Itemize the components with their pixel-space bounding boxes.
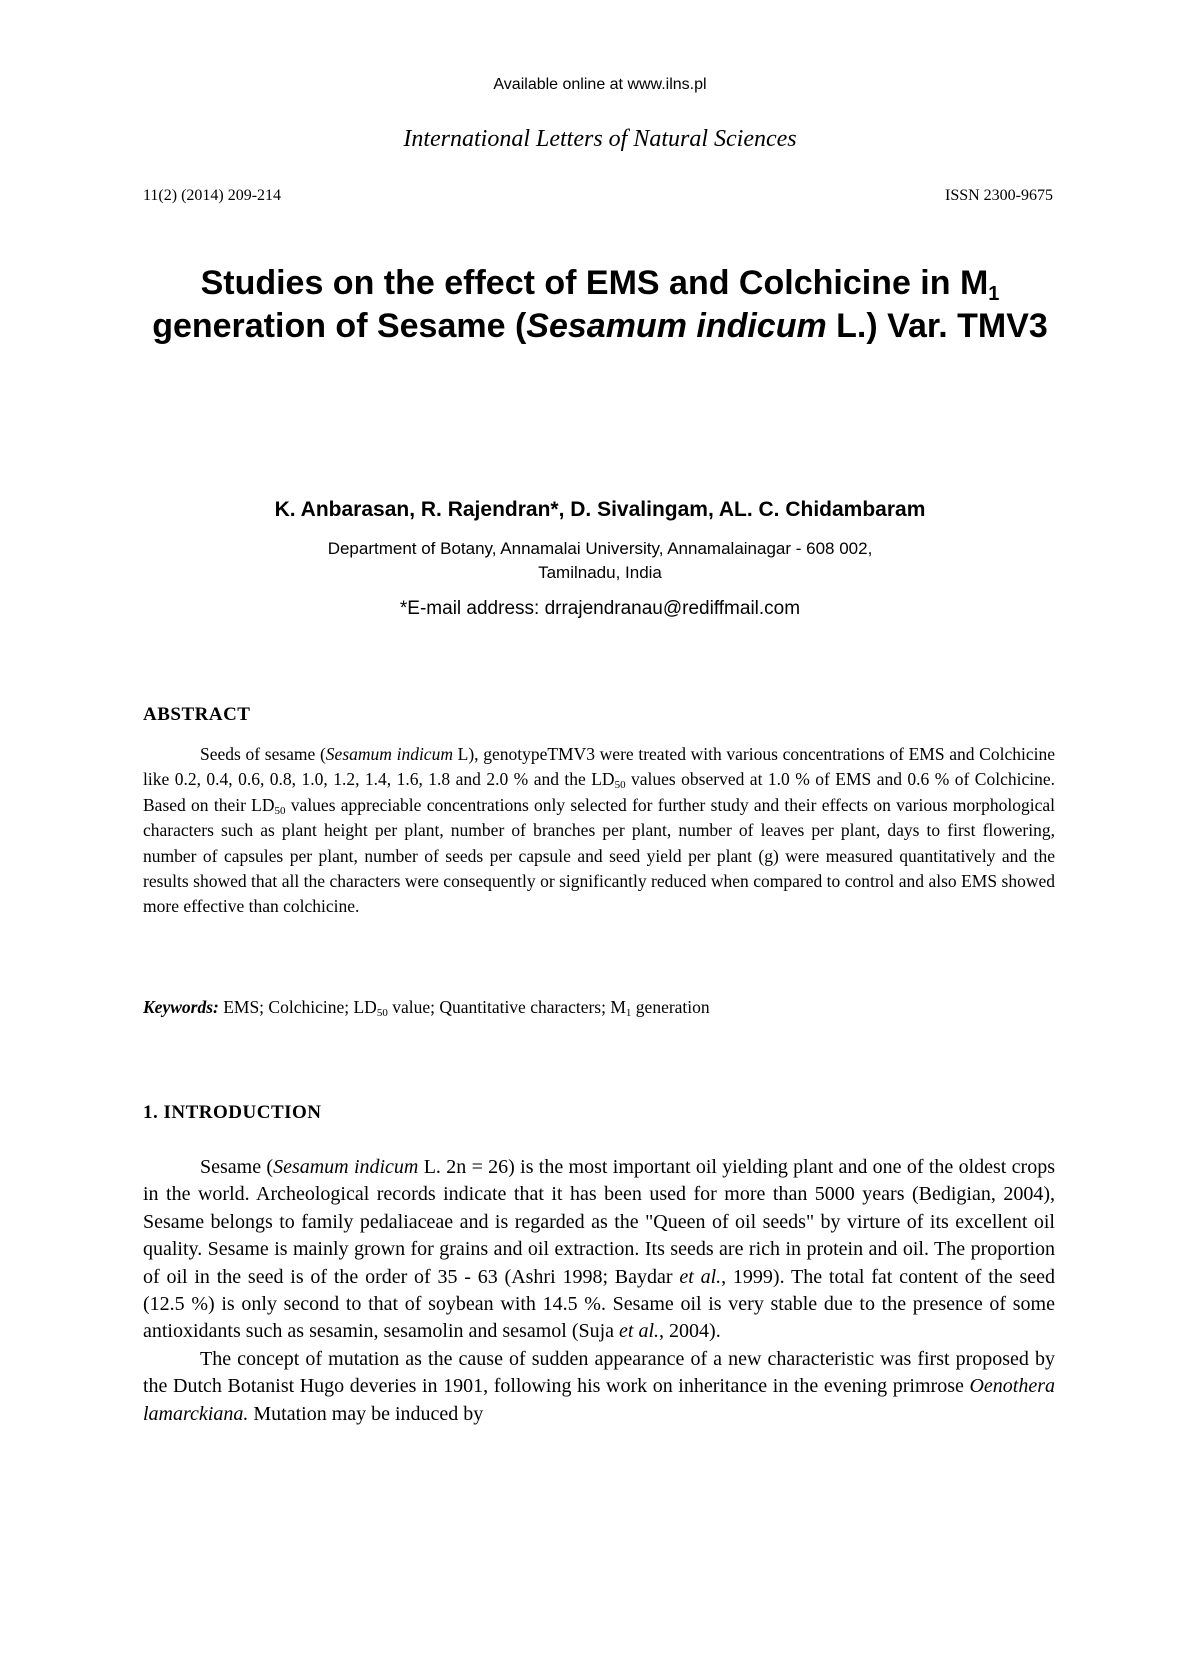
keywords: Keywords: EMS; Colchicine; $LD_{50}$ value; Quantitative characters; $M_1$ generation: [143, 997, 710, 1019]
email-address: *E-mail address: drrajendranau@rediffmail.com: [399, 598, 801, 619]
volume-info: 11(2) (2014) 209-214: [143, 187, 282, 204]
paper-title: Studies on the effect of EMS and Colchicine in $M_1$ generation of Sesame (Sesamum indicum L.) Var. TMV3: [152, 264, 1048, 345]
paragraph: The concept of mutation as the cause of sudden appearance of a new characteristic was first proposed by the Dutch Botanist Hugo deveries in 1901, following his work on inheritance in the evening primrose Oenothera lamarckiana. Mutation may be induced by: [143, 1347, 1055, 1425]
abstract-heading: ABSTRACT: [143, 704, 251, 725]
author-list: K. Anbarasan, R. Rajendran*, D. Sivalingam, AL. C. Chidambaram: [274, 498, 926, 521]
journal-name: International Letters of Natural Sciences: [403, 126, 797, 152]
availability-line: Available online at www.ilns.pl: [493, 76, 707, 93]
introduction-text: [143, 1154, 1055, 1428]
abstract-text: Seeds of sesame (Sesamum indicum L), genotypeTMV3 were treated with various concentrations of EMS and Colchicine like 0.2, 0.4, 0.6, 0.8, 1.0, 1.2, 1.4, 1.6, 1.8 and 2.0 % and the $LD_{50}$ values observed at 1.0 % of EMS and 0.6 % of Colchicine. Based on their $LD_{50}$ values appreciable concentrations only selected for further study and their effects on various morphological characters such as plant height per plant, number of branches per plant, number of leaves per plant, days to first flowering, number of capsules per plant, number of seeds per capsule and seed yield per plant (g) were measured quantitatively and the results showed that all the characters were consequently or significantly reduced when compared to control and also EMS showed more effective than colchicine.: [143, 744, 1055, 917]
affiliation: Department of Botany, Annamalai University, Annamalainagar - 608 002, Tamilnadu, India: [327, 539, 873, 582]
introduction-heading: 1. INTRODUCTION: [143, 1102, 322, 1123]
paragraph: Sesame (Sesamum indicum L. 2n = 26) is the most important oil yielding plant and one of the oldest crops in the world. Archeological records indicate that it has been used for more than 5000 years (Bedigian, 2004), Sesame belongs to family pedaliaceae and is regarded as the "Queen of oil seeds" by virture of its excellent oil quality. Sesame is mainly grown for grains and oil extraction. Its seeds are rich in protein and oil. The proportion of oil in the seed is of the order of 35 - 63 (Ashri 1998; Baydar et al., 1999). The total fat content of the seed (12.5 %) is only second to that of soybean with 14.5 %. Sesame oil is very stable due to the presence of some antioxidants such as sesamin, sesamolin and sesamol (Suja et al., 2004).: [143, 1156, 1056, 1343]
issn: ISSN 2300-9675: [944, 187, 1053, 204]
